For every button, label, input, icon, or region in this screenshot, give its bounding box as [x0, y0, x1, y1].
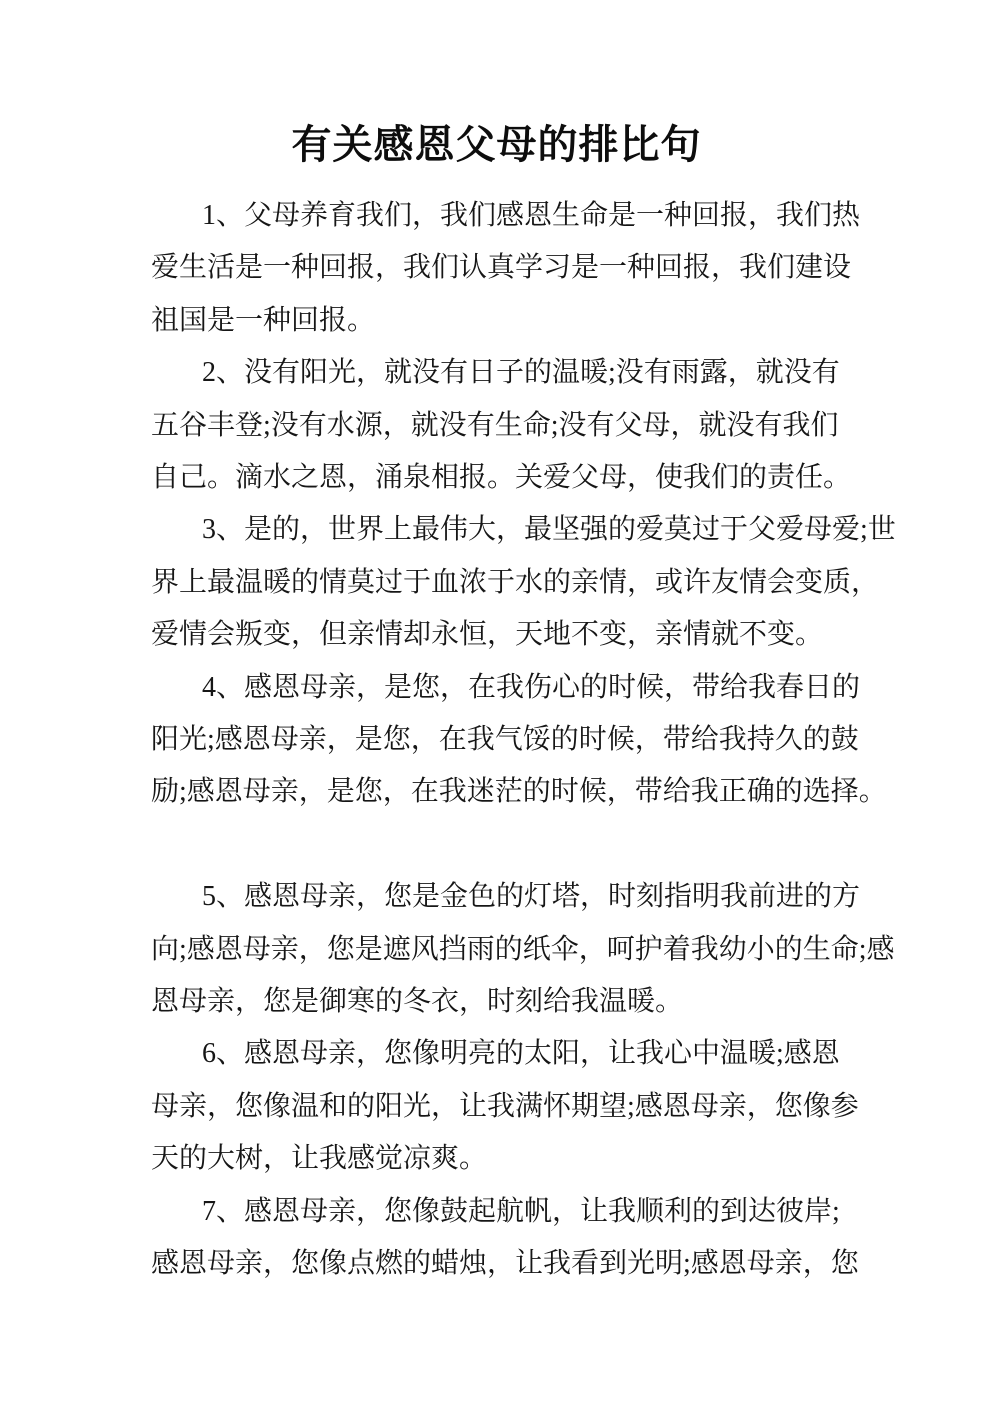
- text-line: 1、父母养育我们，我们感恩生命是一种回报，我们热: [202, 200, 861, 231]
- text-line: 7、感恩母亲，您像鼓起航帆，让我顺利的到达彼岸;: [202, 1195, 840, 1227]
- paragraph-1: [151, 190, 993, 347]
- paragraph-4: [151, 662, 993, 819]
- text-line: 励;感恩母亲，是您，在我迷茫的时候，带给我正确的选择。: [151, 776, 887, 808]
- text-line: 爱情会叛变，但亲情却永恒，天地不变，亲情就不变。: [151, 619, 824, 651]
- paragraph-5: [151, 871, 993, 1028]
- paragraph-2: [151, 347, 993, 504]
- text-line: 母亲，您像温和的阳光，让我满怀期望;感恩母亲，您像参: [151, 1090, 859, 1122]
- text-line: 2、没有阳光，就没有日子的温暖;没有雨露，就没有: [202, 357, 840, 389]
- text-line: 感恩母亲，您像点燃的蜡烛，让我看到光明;感恩母亲，您: [151, 1248, 859, 1280]
- text-line: 自己。滴水之恩，涌泉相报。关爱父母，使我们的责任。: [151, 462, 852, 494]
- document-body: [151, 168, 993, 1291]
- document-title: 有关感恩父母的排比句: [291, 122, 702, 167]
- text-line: 五谷丰登;没有水源，就没有生命;没有父母，就没有我们: [151, 409, 839, 441]
- text-line: 界上最温暖的情莫过于血浓于水的亲情，或许友情会变质，: [151, 566, 880, 598]
- text-line: 天的大树，让我感觉凉爽。: [151, 1143, 488, 1175]
- text-line: 恩母亲，您是御寒的冬衣，时刻给我温暖。: [151, 986, 684, 1018]
- text-line: 5、感恩母亲，您是金色的灯塔，时刻指明我前进的方: [202, 881, 861, 913]
- paragraph-3: [151, 504, 993, 661]
- text-line: 向;感恩母亲，您是遮风挡雨的纸伞，呵护着我幼小的生命;感: [151, 933, 895, 965]
- paragraph-6: [151, 1028, 993, 1185]
- text-line: 祖国是一种回报。: [151, 304, 376, 336]
- text-line: 6、感恩母亲，您像明亮的太阳，让我心中温暖;感恩: [202, 1038, 840, 1070]
- text-line: 3、是的，世界上最伟大，最坚强的爱莫过于父爱母爱;世: [202, 514, 896, 546]
- paragraph-7: [151, 1186, 993, 1291]
- text-line: 4、感恩母亲，是您，在我伤心的时候，带给我春日的: [202, 671, 861, 703]
- text-line: 爱生活是一种回报，我们认真学习是一种回报，我们建设: [151, 252, 852, 284]
- text-line: 阳光;感恩母亲，是您，在我气馁的时候，带给我持久的鼓: [151, 724, 859, 756]
